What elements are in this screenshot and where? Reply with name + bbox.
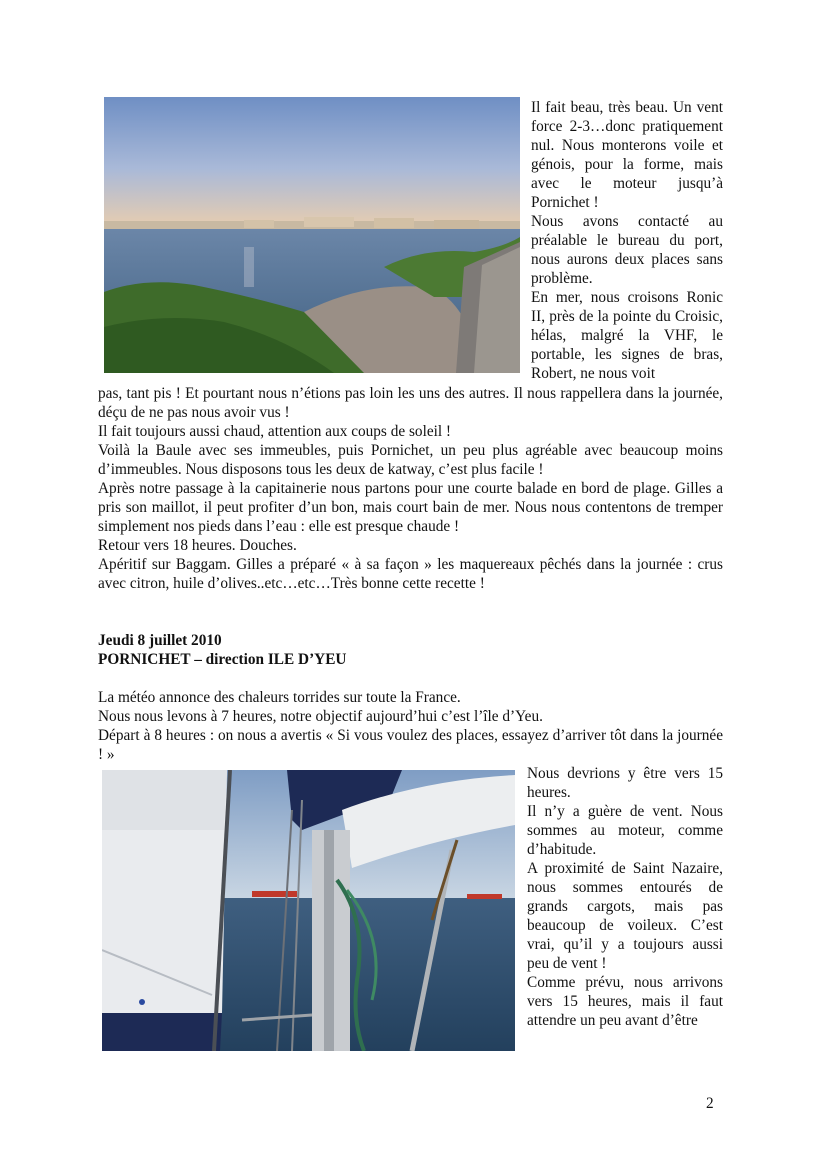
photo-sailboat-at-sea: [102, 770, 515, 1051]
paragraph: Départ à 8 heures : on nous a avertis « Si vous voulez des places, essayez d’arriver tôt dans la journée ! »: [98, 727, 723, 763]
paragraph: En mer, nous croisons Ronic II, près de la pointe du Croisic, hélas, malgré la VHF, le portable, les signes de bras, Robert, ne nous voit: [531, 289, 723, 382]
paragraph: La météo annonce des chaleurs torrides sur toute la France.: [98, 689, 461, 706]
paragraph: Il fait beau, très beau. Un vent force 2-3…donc pratiquement nul. Nous monterons voile et génois, pour la forme, mais avec le moteur jusqu’à Pornichet !: [531, 99, 723, 211]
paragraph: Après notre passage à la capitainerie nous partons pour une courte balade en bord de plage. Gilles a pris son maillot, il peut profiter d’un bon, mais court bain de mer. Nous nous contentons de tremper simplement nos pieds dans l’eau : elle est presque chaude !: [98, 480, 723, 535]
paragraph: Nous avons contacté au préalable le bureau du port, nous aurons deux places sans problème.: [531, 213, 723, 287]
paragraph: Retour vers 18 heures. Douches.: [98, 537, 297, 554]
paragraph: Comme prévu, nous arrivons vers 15 heures, mais il faut attendre un peu avant d’être: [527, 974, 723, 1029]
paragraph: Voilà la Baule avec ses immeubles, puis Pornichet, un peu plus agréable avec beaucoup moins d’immeubles. Nous disposons tous les deux de katway, c’est plus facile !: [98, 442, 723, 478]
section1-body: [98, 384, 723, 593]
paragraph: Il n’y a guère de vent. Nous sommes au moteur, comme d’habitude.: [527, 803, 723, 858]
section2-header: [98, 631, 723, 764]
section1-right-column: [531, 98, 723, 383]
page-number: 2: [706, 1095, 714, 1112]
photo-pornichet-seafront: [104, 97, 520, 373]
paragraph: pas, tant pis ! Et pourtant nous n’étions pas loin les uns des autres. Il nous rappellera dans la journée, déçu de ne pas nous avoir vus !: [98, 385, 723, 421]
section-heading-date: Jeudi 8 juillet 2010: [98, 632, 222, 649]
section2-right-column: [527, 764, 723, 1030]
section-heading-route: PORNICHET – direction ILE D’YEU: [98, 651, 347, 668]
paragraph: Nous devrions y être vers 15 heures.: [527, 765, 723, 801]
paragraph: Nous nous levons à 7 heures, notre objectif aujourd’hui c’est l’île d’Yeu.: [98, 708, 543, 725]
paragraph: Il fait toujours aussi chaud, attention aux coups de soleil !: [98, 423, 452, 440]
paragraph: A proximité de Saint Nazaire, nous sommes entourés de grands cargots, mais pas beaucoup de voileux. C’est vrai, qu’il y a toujours aussi peu de vent !: [527, 860, 723, 972]
paragraph: Apéritif sur Baggam. Gilles a préparé « à sa façon » les maquereaux pêchés dans la journée : crus avec citron, huile d’olives..etc…etc…Très bonne cette recette !: [98, 556, 723, 592]
